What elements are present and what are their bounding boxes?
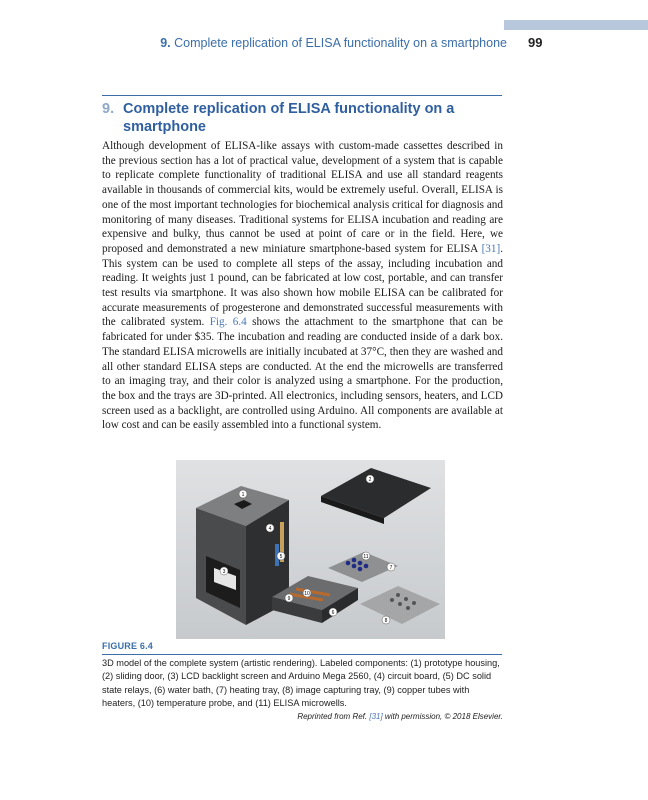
header-accent-bar — [504, 20, 648, 30]
running-head-title: Complete replication of ELISA functionality on a smartphone — [174, 36, 507, 50]
section-title: Complete replication of ELISA functionality on a smartphone — [123, 101, 455, 135]
device-rendering — [176, 460, 445, 639]
microwell — [352, 558, 357, 563]
marker-label-4: 4 — [268, 525, 272, 532]
microwell — [352, 564, 357, 569]
body-text-part2: . This system can be used to complete all steps of the assay, including incubation and reading. It weights just 1 pound, can be fabricated at low cost, portable, and can transfer test results via smartphone. It was also shown how mobile ELISA can be calibrated for accurate measurements of progesterone and demonstrated successful measurements with the calibrated system. — [102, 242, 503, 329]
marker-label-11: 11 — [363, 553, 369, 560]
body-text-part3: shows the attachment to the smartphone that can be fabricated for under $35. The incubation and reading are conducted inside of a dark box. The standard ELISA microwells are initially incubated at 37°C, then they are washed and all other standard ELISA steps are conducted. At the end the microwells are transferred to an imaging tray, and their color is analyzed using a smartphone. For the production, the box and the trays are 3D-printed. All electronics, including sensors, heaters, and LCD screen used as a backlight, are controlled using Arduino. All components are available at low cost and can be easily assembled into a functional system. — [102, 316, 503, 432]
figure-reference-link[interactable]: Fig. 6.4 — [209, 316, 247, 329]
citation-link[interactable]: [31] — [481, 242, 501, 255]
marker-label-2: 2 — [368, 476, 372, 483]
marker-label-3: 3 — [222, 568, 226, 575]
figure-credit-pre: Reprinted from Ref. — [297, 712, 370, 721]
microwell — [358, 561, 363, 566]
figure-credit — [102, 712, 503, 721]
tray-hole — [390, 598, 394, 602]
figure-rule — [102, 654, 502, 655]
tray-hole — [396, 593, 400, 597]
figure-credit-post: with permission, © 2018 Elsevier. — [382, 712, 503, 721]
figure-credit-citation[interactable]: [31] — [369, 712, 383, 721]
marker-label-9: 9 — [287, 595, 291, 602]
marker-label-10: 10 — [304, 590, 310, 597]
body-paragraph — [102, 139, 503, 433]
body-text-part1: Although development of ELISA-like assays with custom-made cassettes described in the previous section has a lot of practical value, development of a system that is capable to replicate complete functionality of traditional ELISA and use all standard reagents available in thousands of commercial kits, would be extremely useful. Overall, ELISA is one of the most important technologies for biochemical analysis critical for diagnosis and monitoring of many diseases. Traditional systems for ELISA incubation and reading are expensive and bulky, thus cannot be used at point of care or in the field. Here, we proposed and demonstrated a new miniature smartphone-based system for ELISA — [102, 140, 503, 255]
microwell — [346, 561, 351, 566]
running-head-number: 9. — [160, 36, 171, 50]
figure-caption: 3D model of the complete system (artistic rendering). Labeled components: (1) prototype housing, (2) sliding door, (3) LCD backlight screen and Arduino Mega 2560, (4) circuit board, (5) DC solid state relays, (6) water bath, (7) heating tray, (8) image capturing tray, (9) copper tubes with heaters, (10) temperature probe, and (11) ELISA microwells. — [102, 658, 500, 709]
tray-hole — [412, 601, 416, 605]
marker-label-7: 7 — [389, 564, 393, 571]
microwell — [358, 567, 363, 572]
running-head — [0, 36, 507, 50]
tray-hole — [398, 602, 402, 606]
marker-label-5: 5 — [279, 553, 283, 560]
page-number: 99 — [528, 35, 543, 50]
marker-label-8: 8 — [384, 617, 388, 624]
section-heading — [102, 100, 502, 136]
tray-hole — [406, 606, 410, 610]
figure-image — [176, 460, 445, 639]
figure-label: FIGURE 6.4 — [102, 641, 154, 651]
section-number: 9. — [102, 101, 115, 117]
section-rule — [102, 95, 502, 96]
tray-hole — [404, 597, 408, 601]
marker-label-6: 6 — [331, 609, 335, 616]
microwell — [364, 564, 369, 569]
marker-label-1: 1 — [241, 491, 245, 498]
